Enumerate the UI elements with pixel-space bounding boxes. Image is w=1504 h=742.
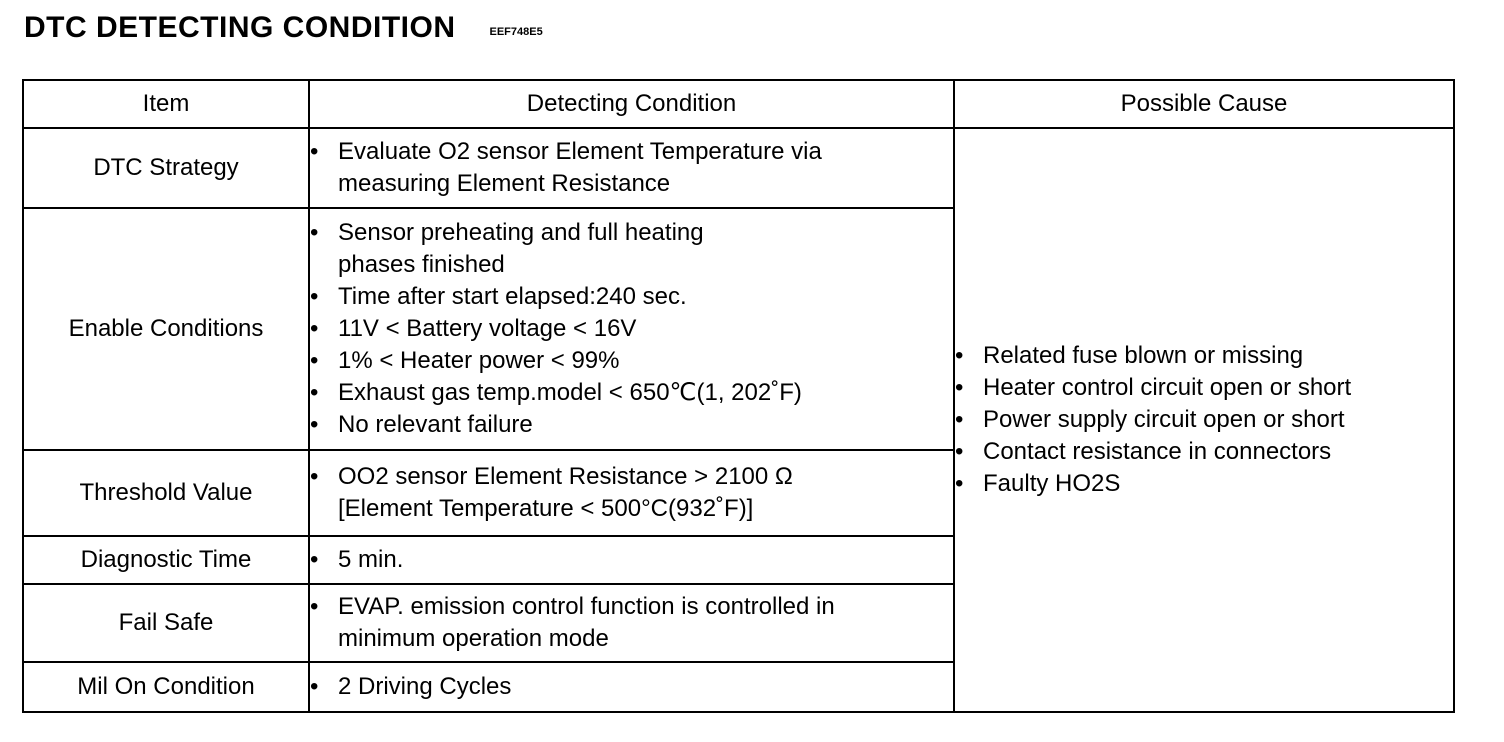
row-item-dtc-strategy: DTC Strategy [23,128,309,208]
possible-cause-cell [954,128,1454,712]
condition-list [310,217,953,441]
bullet-icon: • [310,315,319,342]
row-item-fail-safe: Fail Safe [23,584,309,662]
document-code: EEF748E5 [489,26,543,38]
row-conditions [309,662,954,712]
bullet-icon: • [310,219,319,246]
condition-list [310,671,953,703]
header-possible-cause: Possible Cause [954,80,1454,128]
condition-text: 2 Driving Cycles [338,673,512,700]
condition-text: OO2 sensor Element Resistance > 2100 Ω [Element Temperature < 500°C(932˚F)] [338,463,793,522]
list-item [310,461,868,525]
header-item: Item [23,80,309,128]
bullet-icon: • [955,374,964,401]
list-item [955,468,1453,500]
dtc-condition-table [22,79,1455,713]
row-conditions [309,584,954,662]
condition-list [310,136,953,200]
title-row [24,8,543,48]
cause-text: Contact resistance in connectors [983,438,1332,465]
cause-text: Faulty HO2S [983,470,1121,497]
table-row [23,128,1454,208]
cause-text: Heater control circuit open or short [983,374,1352,401]
row-conditions [309,536,954,584]
bullet-icon: • [310,593,319,620]
condition-list [310,544,953,576]
condition-text: Time after start elapsed:240 sec. [338,283,687,310]
condition-text: 11V < Battery voltage < 16V [338,315,637,342]
bullet-icon: • [310,138,319,165]
bullet-icon: • [310,673,319,700]
bullet-icon: • [955,406,964,433]
bullet-icon: • [310,546,319,573]
cause-text: Related fuse blown or missing [983,342,1304,369]
cause-text: Power supply circuit open or short [983,406,1345,433]
row-item-enable-conditions: Enable Conditions [23,208,309,450]
list-item [310,345,953,377]
table-header-row [23,80,1454,128]
list-item [310,544,953,576]
condition-text: Exhaust gas temp.model < 650℃(1, 202˚F) [338,379,802,406]
list-item [310,313,953,345]
bullet-icon: • [955,470,964,497]
list-item [310,409,953,441]
row-conditions [309,208,954,450]
condition-list [310,591,953,655]
list-item [310,217,778,281]
page-title: DTC DETECTING CONDITION [24,11,456,44]
condition-text: EVAP. emission control function is controlled in minimum operation mode [338,593,835,652]
row-conditions [309,450,954,536]
bullet-icon: • [310,347,319,374]
row-item-diagnostic-time: Diagnostic Time [23,536,309,584]
row-item-mil-on-condition: Mil On Condition [23,662,309,712]
list-item [310,591,898,655]
list-item [955,436,1453,468]
bullet-icon: • [955,342,964,369]
condition-list [310,461,953,525]
list-item [310,671,953,703]
list-item [310,377,953,409]
list-item [310,136,868,200]
condition-text: 5 min. [338,546,404,573]
list-item [310,281,953,313]
list-item [955,372,1453,404]
condition-text: 1% < Heater power < 99% [338,347,620,374]
bullet-icon: • [310,463,319,490]
condition-text: No relevant failure [338,411,533,438]
header-detecting-condition: Detecting Condition [309,80,954,128]
condition-text: Sensor preheating and full heating phases finished [338,219,704,278]
row-item-threshold-value: Threshold Value [23,450,309,536]
bullet-icon: • [955,438,964,465]
bullet-icon: • [310,379,319,406]
condition-text: Evaluate O2 sensor Element Temperature via measuring Element Resistance [338,138,822,197]
list-item [955,340,1453,372]
list-item [955,404,1453,436]
cause-list [955,340,1453,500]
bullet-icon: • [310,411,319,438]
bullet-icon: • [310,283,319,310]
row-conditions [309,128,954,208]
